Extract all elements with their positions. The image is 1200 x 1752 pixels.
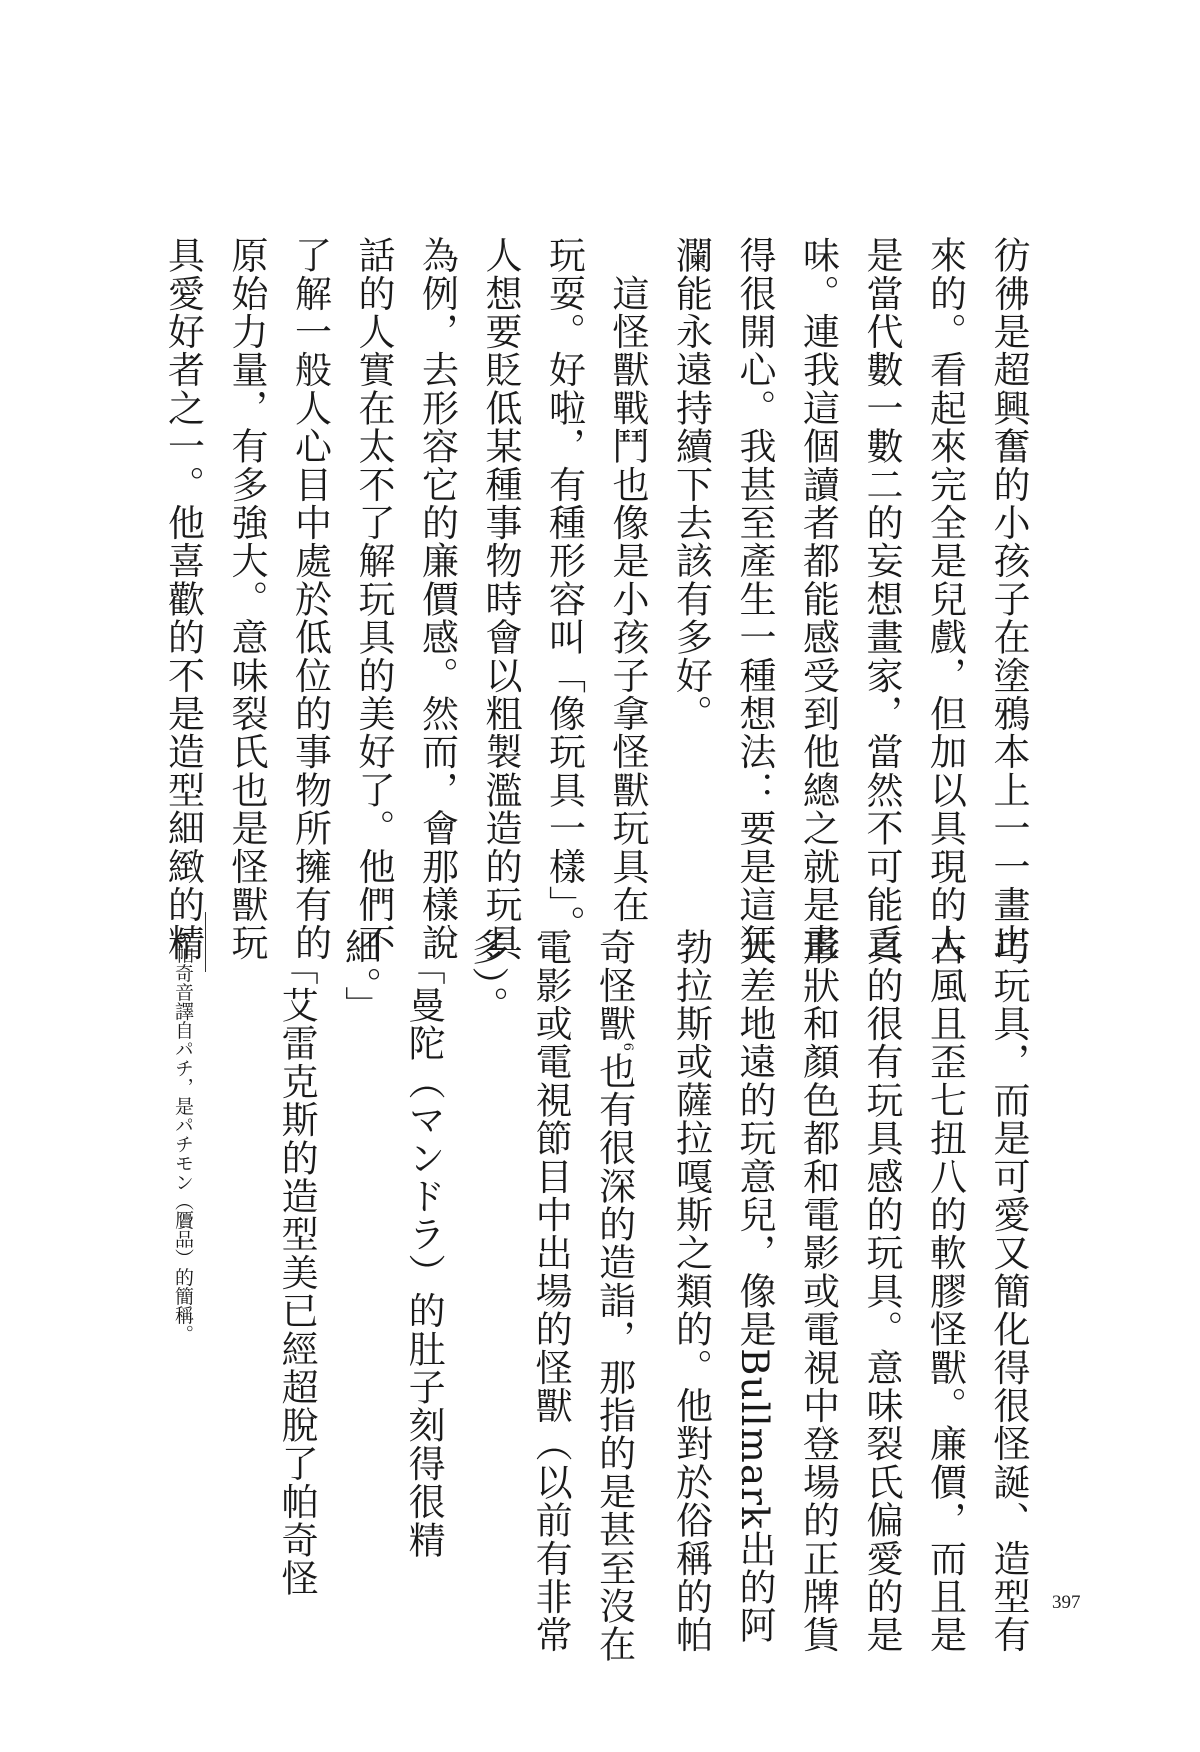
footnote-divider [205,912,206,972]
text-column [582,928,659,1664]
text-segment: 奇怪獸 [592,928,636,1043]
text-column: 形狀和顏色都和電影或電視中登場的正牌貨 [796,928,840,1654]
page-number: 397 [1052,1592,1081,1613]
text-column: 勃拉斯或薩拉嘎斯之類的。他對於俗稱的帕 [669,928,713,1654]
text-column: 這怪獸戰鬥也像是小孩子拿怪獸玩具在 [606,236,649,924]
upper-text-block [151,236,1040,962]
text-column: 彷彿是超興奮的小孩子在塗鴉本上一一畫出 [987,236,1030,962]
text-column: 巧玩具，而是可愛又簡化得很怪誕、造型有 [987,928,1030,1654]
text-column: 細。」 [338,928,382,1025]
text-column: 話的人實在太不了解玩具的美好了。他們不 [352,236,395,962]
text-column: 電影或電視節目中出場的怪獸（以前有非常 [529,928,573,1654]
text-column: 瀾能永遠持續下去該有多好。 [669,236,713,733]
text-column: 原始力量，有多強大。意味裂氏也是怪獸玩 [225,236,268,962]
text-column: 味。連我這個讀者都能感受到他總之就是畫 [796,236,840,962]
text-column: 「艾雷克斯的造型美已經超脫了帕奇怪 [275,928,319,1598]
text-column: 為例，去形容它的廉價感。然而，會那樣說 [415,236,459,962]
text-segment: 也有很深的造詣，那指的是甚至沒在 [592,1052,636,1664]
text-column: 「曼陀（マンドラ）的肚子刻得很精 [402,928,446,1559]
text-column: 多）。 [465,928,509,1025]
text-column: 古風且歪七扭八的軟膠怪獸。廉價，而且是 [923,928,967,1654]
text-column: 是當代數一數二的妄想畫家，當然不可能乏 [860,236,903,962]
footnote: 6帕奇音譯自パチ，是パチモン（贗品）的簡稱。 [172,932,194,1344]
text-column: 了解一般人心目中處於低位的事物所擁有的 [288,236,332,962]
text-column: 來的。看起來完全是兒戲，但加以具現的人 [923,236,967,962]
text-column: 具愛好者之一。他喜歡的不是造型細緻的精 [161,236,205,962]
text-column: 玩耍。好啦，有種形容叫「像玩具一樣」。 [542,236,586,944]
text-column: 人想要貶低某種事物時會以粗製濫造的玩具 [479,236,522,962]
text-column: 得很開心。我甚至產生一種想法：要是這狂 [733,236,776,962]
text-column: 天差地遠的玩意兒，像是Bullmark出的阿 [733,928,776,1645]
text-column: 真的很有玩具感的玩具。意味裂氏偏愛的是 [860,928,903,1654]
lower-text-block [265,928,1040,1664]
footnote-ref: 6 [620,1042,635,1053]
